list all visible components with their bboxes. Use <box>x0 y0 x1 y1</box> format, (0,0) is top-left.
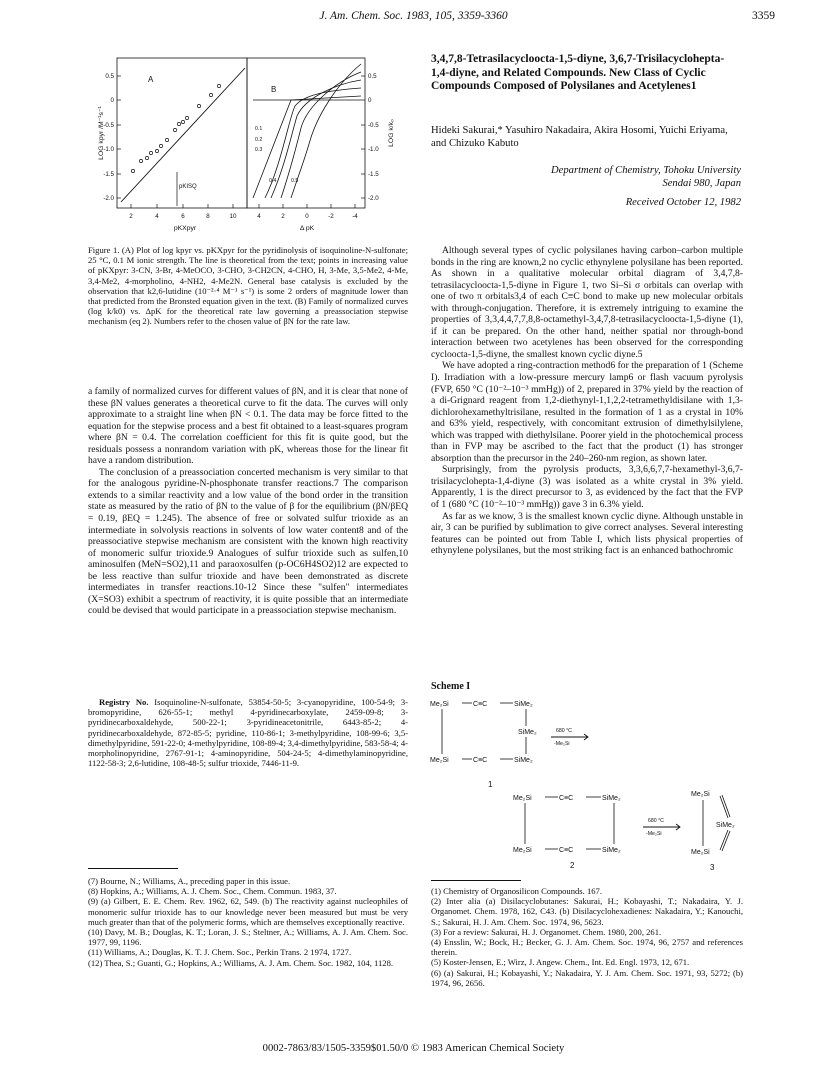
affiliation <box>431 164 741 190</box>
registry-numbers <box>88 697 408 768</box>
city: Sendai 980, Japan <box>662 178 741 189</box>
scheme-atom: Me₂Si <box>691 849 710 856</box>
panel-a-label: A <box>148 75 154 84</box>
scheme-atom: Me₂Si <box>513 795 532 802</box>
received-date: Received October 12, 1982 <box>625 197 741 208</box>
registry-text: Isoquinoline-N-sulfonate, 53854-50-5; 3-cyanopyridine, 100-54-9; 3-bromopyridine, 626-55-1; methyl 4-pyridinecarboxylate, 2459-09-8; 3-pyridinecarboxaldehyde, 500-22-1; 3-pyridineacetonitrile, 6443-85-2; 4-pyridinecarboxaldehyde, 872-85-5; pyridine, 110-86-1; 3-methylpyridine, 108-99-6; 3,5-dimethylpyridine, 591-22-0; 4-methylpyridine, 108-89-4; 3,4-dimethylpyridine, 583-58-4; 4-morpholinopyridine, 2767-91-1; 4-aminopyridine, 504-24-5; 4-dimethylaminopyridine, 1122-58-3; 2,6-lutidine, 108-48-5; sulfur trioxide, 7446-11-9. <box>88 697 408 769</box>
body-paragraph: The conclusion of a preassociation concerted mechanism is very similar to that for the analogous pyridine-N-phosphonate transfer reactions.7 The comparison extends to a similar reactivity and a low value of the bond order in the transition state as measured by the ratio of βN to the value of β for the equilibrium (βN/βEQ = 0.19, βEQ = 1.245). The absence of free or solvated sulfur trioxide as an intermediate in solvolysis reactions in solvents of low water content8 and of the preassociative stepwise mechanism are consistent with the known high reactivity of monomeric sulfur trioxide.9 Analogues of sulfur trioxide such as sulfen,10 aminosulfen (MeN=SO2),11 and paraoxosulfen (p-OC6H4SO2)12 are expected to be less reactive than sulfur trioxide and have been demonstrated as discrete intermediates in transfer reactions.10-12 Since these "sulfen" intermediates (X=SO3) exhibit a spectrum of reactivity, it is quite possible that an intermediate could be devised that would participate in a preassociation stepwise mechanism. <box>88 466 408 617</box>
x-tick-a: 6 <box>181 213 185 220</box>
x-tick-b: 4 <box>257 213 261 220</box>
body-paragraph: We have adopted a ring-contraction method6 for the preparation of 1 (Scheme I). Irradiation with a low-pressure mercury lamp6 or flash vacuum pyrolysis (FVP, 650 °C (10⁻²–10⁻³ mmHg)) of 2, prepared in 37% yield by the reaction of a di-Grignard reagent from 1,2-diethynyl-1,1,2,2-tetramethyldisilane with 1,3-dichlorohexamethyltrisilane, resulted in the formation of 1 as a crystal in 10% and 63% yield, respectively, with concomitant extrusion of dimethylsilylene, which was trapped with diethylsilane. Poorer yield in the photochemical process than in FVP may be ascribed to the fact that the product (1) has stronger absorption than the precursor in the 240–260-nm region, as shown later. <box>431 360 743 464</box>
curve-label: 0.4 <box>269 178 277 184</box>
left-references <box>88 876 408 968</box>
compound-label: 3 <box>710 863 715 872</box>
scheme-atom: C≡C <box>559 795 574 802</box>
article-title: 3,4,7,8-Tetrasilacycloocta-1,5-diyne, 3,6,7-Trisilacyclohepta-1,4-diyne, and Related Compounds. New Class of Cyclic Compounds Composed of Polysilanes and Acetylenes1 <box>431 53 725 93</box>
caption-text: Figure 1. (A) Plot of log kpyr vs. pKXpyr for the pyridinolysis of isoquinoline-N-sulfonate; 25 °C, 0.1 M ionic strength. The line is theoretical from the text; points in increasing value of pKXpyr: 3-CN, 3-Br, 4-MeOCO, 3-CHO, 3-CH2CN, 4-CHO, H, 3-Me, 3,5-Me2, 4-Me, 3,4-Me2, 4-morpholino, 4-NH2, 4-Me2N. General base catalysis is excluded by the observation that k2,6-lutidine (10⁻²·⁴ M⁻¹ s⁻¹) is some 2 orders of magnitude lower than that predicted from the Bronsted equation given in the text. (B) Family of normalized curves (log k/k0) vs. ΔpK for the theoretical rate law governing a preassociation stepwise mechanism (eq 2). Numbers refer to the chosen value of βN for the rate law. <box>88 245 408 327</box>
left-y-tick: -1.0 <box>103 146 114 153</box>
right-axis-label: LOG k/k₀ <box>388 119 395 147</box>
arrow-condition: -Me₂Si <box>554 741 570 747</box>
reference-item: (7) Bourne, N.; Williams, A., preceding paper in this issue. <box>88 876 291 886</box>
reference-item: (1) Chemistry of Organosilicon Compounds. 167. <box>431 886 602 896</box>
curve-label: 0.3 <box>255 147 263 153</box>
body-paragraph: Although several types of cyclic polysilanes having carbon–carbon multiple bonds in the ring are known,2 no cyclic ethynylene polysilane has been reported. As shown in a qualitative molecular orbital diagram of 3,4,7,8-tetrasilacycloocta-1,5-diyne in Figure 1, two Si–Si σ orbitals can overlap with one of two π orbitals3,4 of each C≡C bond to make up new molecular orbitals with through-conjugation. Therefore, it is extremely intriguing to examine the properties of 3,3,4,4,7,7,8,8-octamethyl-3,4,7,8-tetrasilacycloocta-1,5-diyne (1), if it can be prepared. On the other hand, neither spatial nor through-bond interaction between two acetylenes has been observed for the corresponding cycloocta-1,5-diyne, the smallest known cyclic diyne.5 <box>431 245 743 360</box>
left-column-body <box>88 386 408 617</box>
curve-label: 0.1 <box>255 126 263 132</box>
department: Department of Chemistry, Tohoku University <box>551 165 741 176</box>
x-tick-a: 4 <box>155 213 159 220</box>
scheme-atom: Me₂Si <box>513 847 532 854</box>
reference-item: (11) Williams, A.; Douglas, K. T. J. Chem. Soc., Perkin Trans. 2 1974, 1727. <box>88 947 352 958</box>
left-y-tick: -2.0 <box>103 195 114 202</box>
x-tick-a: 2 <box>129 213 133 220</box>
x-tick-b: 2 <box>281 213 285 220</box>
left-y-tick: -0.5 <box>103 122 114 129</box>
panel-b-label: B <box>271 85 277 94</box>
panel-b-frame <box>247 58 365 208</box>
body-paragraph: Surprisingly, from the pyrolysis products, 3,3,6,6,7,7-hexamethyl-3,6,7-trisilacyclohepta-1,4-diyne (3) was isolated as a white crystal in 3% yield. Apparently, 1 is the direct precursor to 3, as evidenced by the fact that the FVP of 1 (680 °C (10⁻²–10⁻³ mmHg)) gave 3 in 6.3% yield. <box>431 464 743 511</box>
scheme-atom: C≡C <box>559 847 574 854</box>
reference-item: (8) Hopkins, A.; Williams, A. J. Chem. Soc., Chem. Commun. 1983, 37. <box>88 886 337 897</box>
scheme-atom: SiMe₂ <box>602 795 621 802</box>
scheme-title: Scheme I <box>431 681 471 692</box>
reference-item: (4) Ensslin, W.; Bock, H.; Becker, G. J. Am. Chem. Soc. 1974, 96, 2757 and references therein. <box>431 937 743 958</box>
x-tick-a: 8 <box>206 213 210 220</box>
scheme-atom: SiMe₂ <box>602 847 621 854</box>
arrow-condition: 680 °C <box>648 818 664 824</box>
right-y-tick: -0.5 <box>368 122 379 129</box>
reference-item: (5) Koster-Jensen, E.; Wirz, J. Angew. Chem., Int. Ed. Engl. 1973, 12, 671. <box>431 957 690 968</box>
left-footnote-rule <box>88 868 178 869</box>
scheme-atom: C≡C <box>473 757 488 764</box>
scheme-structures <box>428 692 746 872</box>
x-tick-b: -2 <box>328 213 334 220</box>
scheme-atom: Me₂Si <box>430 701 449 708</box>
x-axis-label-b: Δ pK <box>299 225 315 232</box>
registry-label: Registry No. <box>99 697 149 707</box>
left-y-tick: 0.5 <box>105 73 114 80</box>
right-y-tick: 0.5 <box>368 73 377 80</box>
curve-label: 0.5 <box>291 178 299 184</box>
figure-1-plot <box>95 48 400 240</box>
scheme-atom: Me₂Si <box>430 757 449 764</box>
right-y-tick: -2.0 <box>368 195 379 202</box>
data-points <box>131 84 220 172</box>
journal-header: J. Am. Chem. Soc. 1983, 105, 3359-3360 <box>319 10 508 22</box>
left-axis-label: LOG kpyr /M⁻¹s⁻¹ <box>98 106 105 160</box>
reference-item: (3) For a review: Sakurai, H. J. Organomet. Chem. 1980, 200, 261. <box>431 926 662 937</box>
reference-item: (9) (a) Gilbert, E. E. Chem. Rev. 1962, 62, 549. (b) The reactivity against nucleophiles of monomeric sulfur trioxide has to our knowledge never been measured but must be very much greater than that of the polymeric forms, which are themselves exceptionally reactive. <box>88 896 408 927</box>
compound-label: 1 <box>488 780 493 789</box>
x-tick-b: 0 <box>305 213 309 220</box>
scheme-atom: SiMe₂ <box>514 701 533 708</box>
fit-line <box>121 68 245 202</box>
body-paragraph: As far as we know, 3 is the smallest known cyclic diyne. Although unstable in air, 3 can be purified by sublimation to give correct analyses. Several interesting features can be pointed out from Table I, which lists physical properties of ethynylene polysilanes, but the most striking fact is an enhanced bathochromic <box>431 510 743 557</box>
scheme-atom: SiMe₂ <box>514 757 533 764</box>
x-axis-label-a: pKXpyr <box>173 225 197 232</box>
right-y-tick: 0 <box>368 97 372 104</box>
reaction-arrows <box>551 734 680 830</box>
right-footnote-rule <box>431 880 521 881</box>
curve-label: 0.2 <box>255 137 263 143</box>
x-tick-a: 10 <box>229 213 237 220</box>
article-authors: Hideki Sakurai,* Yasuhiro Nakadaira, Akira Hosomi, Yuichi Eriyama, and Chizuko Kabuto <box>431 125 728 149</box>
right-column-body <box>431 245 743 557</box>
reference-item: (2) Inter alia (a) Disilacyclobutanes: Sakurai, H.; Kobayashi, T.; Nakadaira, Y. J. Organomet. Chem. 1978, 162, C43. (b) Disilacyclohexadienes: Nakadaira, Y.; Kanouchi, S.; Sakurai, H. J. Am. Chem. Soc. 1974, 96, 5623. <box>431 896 743 927</box>
arrow-condition: 680 °C <box>556 728 572 734</box>
body-paragraph: a family of normalized curves for different values of βN, and it is clear that none of these βN values generates a theoretical curve to fit the data. The curves will only approximate to a straight line when βN < 0.1. The data may be force fitted to the equation for the stepwise process and a best fit obtained to a least-squares program where βN = 0.4. The correlation coefficient for this fit is quite good, but the residuals possess a nonrandom variation with pK, whereas those for the linear fit have a random distribution. <box>88 386 408 467</box>
figure-caption <box>88 245 408 327</box>
right-y-tick: -1.0 <box>368 146 379 153</box>
right-y-tick: -1.5 <box>368 171 379 178</box>
scheme-atom: Me₂Si <box>691 791 710 798</box>
scheme-atom: SiMe₂ <box>518 729 537 736</box>
left-y-tick: -1.5 <box>103 171 114 178</box>
scheme-atom: C≡C <box>473 701 488 708</box>
page-number: 3359 <box>752 10 775 22</box>
scheme-atom: SiMe₂ <box>716 822 735 829</box>
reference-item: (10) Davy, M. B.; Douglas, K. T.; Loran, J. S.; Steltner, A.; Williams, A. J. Am. Chem. Soc. 1977, 99, 1196. <box>88 927 408 948</box>
arrow-condition: -Me₂Si <box>646 831 662 837</box>
page-footer: 0002-7863/83/1505-3359$01.50/0 © 1983 American Chemical Society <box>262 1043 565 1054</box>
pk-isq-label: pKISQ <box>179 184 197 190</box>
left-y-tick: 0 <box>110 97 114 104</box>
right-references <box>431 886 743 988</box>
reference-item: (6) (a) Sakurai, H.; Kobayashi, Y.; Nakadaira, Y. J. Am. Chem. Soc. 1971, 93, 5272; (b) 1974, 96, 2656. <box>431 967 743 988</box>
x-tick-b: -4 <box>352 213 358 220</box>
scheme-bonds <box>442 703 730 851</box>
reference-item: (12) Thea, S.; Guanti, G.; Hopkins, A.; Williams, A. J. Am. Chem. Soc. 1982, 104, 1128. <box>88 957 394 968</box>
compound-label: 2 <box>570 861 575 870</box>
